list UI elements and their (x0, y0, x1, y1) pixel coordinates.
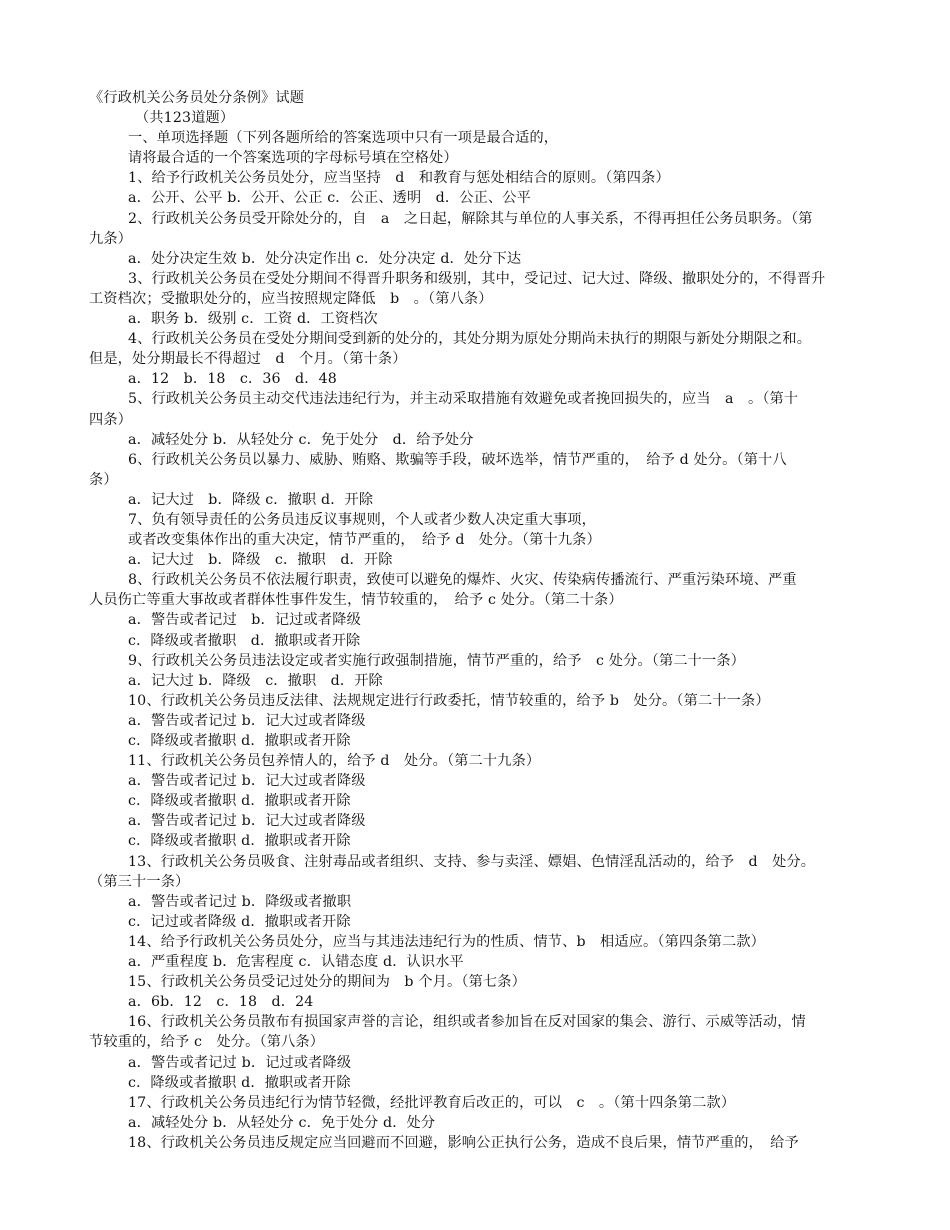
document-title: 《行政机关公务员处分条例》试题 (89, 90, 305, 106)
document-line: 1、给予行政机关公务员处分，应当坚持 d 和教育与惩处相结合的原则。（第四条） (128, 170, 670, 187)
document-line: 九条） (89, 230, 133, 247)
document-line: c．降级或者撤职 d．撤职或者开除 (128, 733, 351, 749)
document-line: 条） (89, 471, 118, 488)
document-line: 6、行政机关公务员以暴力、威胁、贿赂、欺骗等手段，破坏选举，情节严重的， 给予 d 处分。（第十八 (128, 451, 787, 468)
document-line: a．6b．12 c．18 d．24 (128, 994, 314, 1011)
document-line: a．警告或者记过 b．记大过或者降级 (128, 773, 366, 790)
document-line: c．降级或者撤职 d．撤职或者开除 (128, 793, 351, 810)
question-list (89, 168, 865, 1153)
document-line: 节较重的，给予 c 处分。（第八条） (89, 1034, 325, 1051)
document-line: 10、行政机关公务员违反法律、法规规定进行行政委托，情节较重的，给予 b 处分。（第二十一条） (128, 692, 770, 709)
document-line: 5、行政机关公务员主动交代违法违纪行为，并主动采取措施有效避免或者挽回损失的，应当 a 。（第十 (128, 391, 799, 408)
document-line: a．严重程度 b．危害程度 c．认错态度 d．认识水平 (128, 954, 464, 971)
document-line: 16、行政机关公务员散布有损国家声誉的言论，组织或者参加旨在反对国家的集会、游行、示威等活动，情 (128, 1014, 806, 1031)
section-heading: 一、单项选择题（下列各题所给的答案选项中只有一项是最合适的， (128, 130, 559, 147)
document-line: 18、行政机关公务员违反规定应当回避而不回避，影响公正执行公务，造成不良后果，情节严重的， 给予 (128, 1134, 799, 1151)
document-line: a．警告或者记过 b．记大过或者降级 (128, 813, 366, 830)
document-page (89, 88, 865, 1153)
document-line: 或者改变集体作出的重大决定，情节严重的， 给予 d 处分。（第十九条） (128, 532, 601, 549)
section-instruction: 请将最合适的一个答案选项的字母标号填在空格处） (128, 150, 458, 167)
document-line: 工资档次；受撤职处分的，应当按照规定降低 b 。（第八条） (89, 290, 493, 307)
document-line: a．减轻处分 b．从轻处分 c．免于处分 d．给予处分 (128, 431, 474, 448)
document-line: 四条） (89, 411, 133, 428)
document-line: 人员伤亡等重大事故或者群体性事件发生，情节较重的， 给予 c 处分。（第二十条） (89, 592, 623, 609)
document-line: a．职务 b．级别 c．工资 d．工资档次 (128, 311, 378, 328)
question-count: （共123道题） (135, 110, 235, 127)
document-line: a．处分决定生效 b．处分决定作出 c．处分决定 d．处分下达 (128, 250, 522, 267)
document-line: （第三十一条） (89, 873, 190, 890)
document-line: 13、行政机关公务员吸食、注射毒品或者组织、支持、参与卖淫、嫖娼、色情淫乱活动的，给予 d 处分。 (128, 853, 816, 870)
document-line: 7、负有领导责任的公务员违反议事规则，个人或者少数人决定重大事项， (128, 511, 596, 528)
document-line: 8、行政机关公务员不依法履行职责，致使可以避免的爆炸、火灾、传染病传播流行、严重污染环境、严重 (128, 572, 797, 589)
document-line: a．警告或者记过 b．记过或者降级 (128, 1054, 352, 1071)
document-line: a．公开、公平 b．公开、公正 c．公正、透明 d．公正、公平 (128, 190, 531, 207)
document-line: 17、行政机关公务员违纪行为情节轻微，经批评教育后改正的，可以 c 。（第十四条第二款） (128, 1094, 736, 1111)
document-line: 9、行政机关公务员违法设定或者实施行政强制措施，情节严重的，给予 c 处分。（第二十一条） (128, 652, 746, 669)
document-line: a．警告或者记过 b．记大过或者降级 (128, 712, 366, 729)
document-line: c．降级或者撤职 d．撤职或者开除 (128, 1074, 351, 1091)
document-line: 但是，处分期最长不得超过 d 个月。（第十条） (89, 351, 407, 368)
document-line: 14、给予行政机关公务员处分，应当与其违法违纪行为的性质、情节、b 相适应。（第四条第二款） (128, 933, 766, 950)
document-line: a．记大过 b．降级 c．撤职 d．开除 (128, 491, 374, 508)
document-line: a．减轻处分 b．从轻处分 c．免于处分 d．处分 (128, 1114, 436, 1131)
document-line: 11、行政机关公务员包养情人的，给予 d 处分。（第二十九条） (128, 753, 541, 770)
document-line: a．警告或者记过 b．记过或者降级 (128, 612, 361, 629)
document-line: 3、行政机关公务员在受处分期间不得晋升职务和级别，其中，受记过、记大过、降级、撤职处分的，不得晋升 (128, 270, 826, 287)
document-line: 15、行政机关公务员受记过处分的期间为 b 个月。（第七条） (128, 974, 526, 991)
document-line: 4、行政机关公务员在受处分期间受到新的处分的，其处分期为原处分期尚未执行的期限与新处分期限之和。 (128, 331, 812, 348)
document-line: c．记过或者降级 d．撤职或者开除 (128, 913, 351, 930)
document-line: c．降级或者撤职 d．撤职或者开除 (128, 632, 361, 649)
document-line: 2、行政机关公务员受开除处分的，自 a 之日起，解除其与单位的人事关系，不得再担任公务员职务。（第 (128, 210, 813, 227)
document-line: a．警告或者记过 b．降级或者撤职 (128, 893, 352, 910)
document-line: a．12 b．18 c．36 d．48 (128, 371, 337, 388)
document-line: c．降级或者撤职 d．撤职或者开除 (128, 833, 351, 850)
document-line: a．记大过 b．降级 c．撤职 d．开除 (128, 672, 383, 689)
document-line: a．记大过 b．降级 c．撤职 d．开除 (128, 552, 393, 569)
